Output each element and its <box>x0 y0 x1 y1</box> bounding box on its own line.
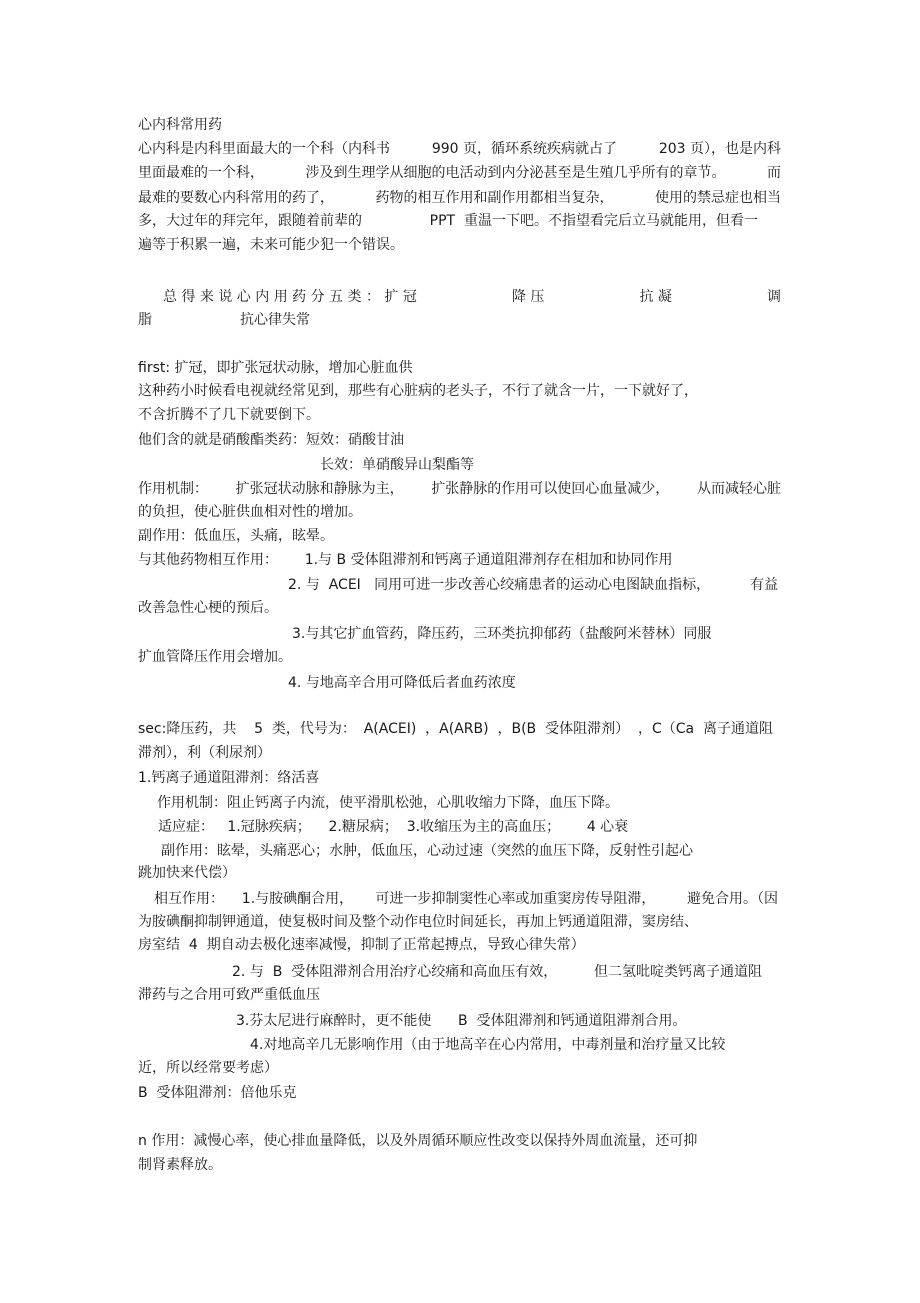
first-paragraph: 他们含的就是硝酸酯类药：短效：硝酸甘油 <box>138 432 404 448</box>
text-segment: 但二氢吡啶类钙离子通道阻 <box>594 964 762 980</box>
text-segment: sec:降压药，共 5 类，代号为： <box>138 721 356 737</box>
intro-line-1 <box>138 139 781 159</box>
sec-interaction-4: 4.对地高辛几无影响作用（由于地高辛在心内常用，中毒剂量和治疗量又比较 <box>250 1037 726 1053</box>
text-segment: 降 压 <box>511 289 545 305</box>
text-segment: 避免合用。（因 <box>687 891 778 907</box>
first-interaction-3: 3.与其它扩血管药，降压药，三环类抗抑郁药（盐酸阿米替林）同服 <box>292 626 712 642</box>
sec-interaction-3: 3.芬太尼进行麻醉时，更不能使 B 受体阻滞剂和钙通道阻滞剂合用。 <box>236 1013 687 1029</box>
sec-side-effects: 副作用：眩晕，头痛恶心；水肿，低血压，心动过速（突然的血压下降，反射性引起心 <box>161 843 693 859</box>
first-paragraph: 不含折腾不了几下就要倒下。 <box>138 407 320 423</box>
text-segment: 里面最难的一个科， <box>138 165 264 181</box>
document-title: 心内科常用药 <box>138 117 222 133</box>
first-interaction-3-cont: 扩血管降压作用会增加。 <box>138 649 292 665</box>
text-segment: 2. 与 ACEI 同用可进一步改善心绞痛患者的运动心电图缺血指标， <box>288 577 711 593</box>
text-segment: 多，大过年的拜完年，跟随着前辈的 <box>138 213 362 229</box>
text-segment: 抗 凝 <box>639 289 672 305</box>
sec-interaction-4-cont: 近，所以经常要考虑） <box>138 1060 278 1076</box>
text-segment: 而 <box>767 165 781 181</box>
n-line-1: n 作用：减慢心率，使心排血量降低，以及外周循环顺应性改变以保持外周血流量，还可抑 <box>138 1133 698 1149</box>
text-segment: 总 得 来 说 心 内 用 药 分 五 类 ： 扩 冠 <box>163 289 417 305</box>
first-mechanism-line-1 <box>138 479 781 499</box>
text-segment: 203 页），也是内科 <box>658 141 781 157</box>
sec-beta-blocker-heading: B 受体阻滞剂：倍他乐克 <box>138 1085 297 1101</box>
summary-line-1 <box>163 287 781 307</box>
sec-interaction-1 <box>154 889 778 909</box>
n-line-2: 制肾素释放。 <box>138 1157 222 1173</box>
sec-interaction-1-cont: 房室结 4 期自动去极化速率减慢，抑制了正常起搏点，导致心律失常） <box>138 937 585 953</box>
first-mechanism-line-2: 的负担，使心脏供血相对性的增加。 <box>138 504 362 520</box>
text-segment: 扩张静脉的作用可以使回心血量减少， <box>431 481 670 497</box>
text-segment: 相互作用： 1.与胺碘酮合用， 可进一步抑制窦性心率或加重窦房传导阻滞， <box>154 891 656 907</box>
text-segment: 作用机制： <box>138 481 208 497</box>
text-segment: 涉及到生理学从细胞的电活动到内分泌甚至是生殖几乎所有的章节。 <box>305 165 726 181</box>
first-interaction-4: 4. 与地高辛合用可降低后者血药浓度 <box>288 675 516 691</box>
first-side-effects: 副作用：低血压，头痛，眩晕。 <box>138 528 334 544</box>
text-segment: 使用的禁忌症也相当 <box>655 190 781 206</box>
text-segment: PPT 重温一下吧。不指望看完后立马就能用，但看一 <box>429 213 758 229</box>
first-paragraph: 长效：单硝酸异山梨酯等 <box>320 457 474 473</box>
sec-side-effects-cont: 跳加快来代偿） <box>138 865 236 881</box>
text-segment: 心内科是内科里面最大的一个科（内科书 <box>138 141 390 157</box>
sec-mechanism: 作用机制：阻止钙离子内流，使平滑肌松弛，心肌收缩力下降，血压下降。 <box>157 795 619 811</box>
first-interaction-2-cont: 改善急性心梗的预后。 <box>138 600 278 616</box>
text-segment: 2. 与 B 受体阻滞剂合用治疗心绞痛和高血压有效， <box>232 964 558 980</box>
intro-line-5: 遍等于积累一遍，未来可能少犯一个错误。 <box>138 237 404 253</box>
sec-interaction-2 <box>232 962 762 982</box>
text-segment: A(ACEI) ，A(ARB) ，B(B 受体阻滞剂） ，C（Ca 离子通道阻 <box>363 721 773 737</box>
sec-interaction-1-cont: 为胺碘酮抑制钾通道，使复极时间及整个动作电位时间延长，再加上钙通道阻滞，窦房结、 <box>138 914 698 930</box>
first-paragraph: 这种药小时候看电视就经常见到，那些有心脏病的老头子，不行了就含一片，一下就好了， <box>138 383 698 399</box>
intro-line-4 <box>138 211 758 231</box>
first-heading: first: 扩冠，即扩张冠状动脉，增加心脏血供 <box>138 360 413 376</box>
summary-line-2-b: 抗心律失常 <box>240 312 310 328</box>
sec-line-1 <box>138 719 773 739</box>
text-segment: 扩张冠状动脉和静脉为主， <box>235 481 404 497</box>
text-segment: 从而减轻心脏 <box>696 481 781 497</box>
sec-interaction-2-cont: 滞药与之合用可致严重低血压 <box>138 987 320 1003</box>
intro-line-3 <box>138 188 781 208</box>
text-segment: 有益 <box>750 577 778 593</box>
sec-ccb-heading: 1.钙离子通道阻滞剂：络活喜 <box>138 770 320 786</box>
first-interaction-1: 与其他药物相互作用： 1.与 B 受体阻滞剂和钙离子通道阻滞剂存在相加和协同作用 <box>138 552 673 568</box>
text-segment: 990 页，循环系统疾病就占了 <box>431 141 617 157</box>
text-segment: 最难的要数心内科常用的药了， <box>138 190 334 206</box>
first-interaction-2 <box>288 575 778 595</box>
text-segment: 调 <box>767 289 781 305</box>
intro-line-2 <box>138 163 781 183</box>
sec-indications: 适应症： 1.冠脉疾病； 2.糖尿病； 3.收缩压为主的高血压； 4 心衰 <box>158 819 629 835</box>
sec-line-2: 滞剂），利（利尿剂） <box>138 745 271 761</box>
text-segment: 药物的相互作用和副作用都相当复杂， <box>375 190 614 206</box>
summary-line-2-a: 脂 <box>138 312 152 328</box>
